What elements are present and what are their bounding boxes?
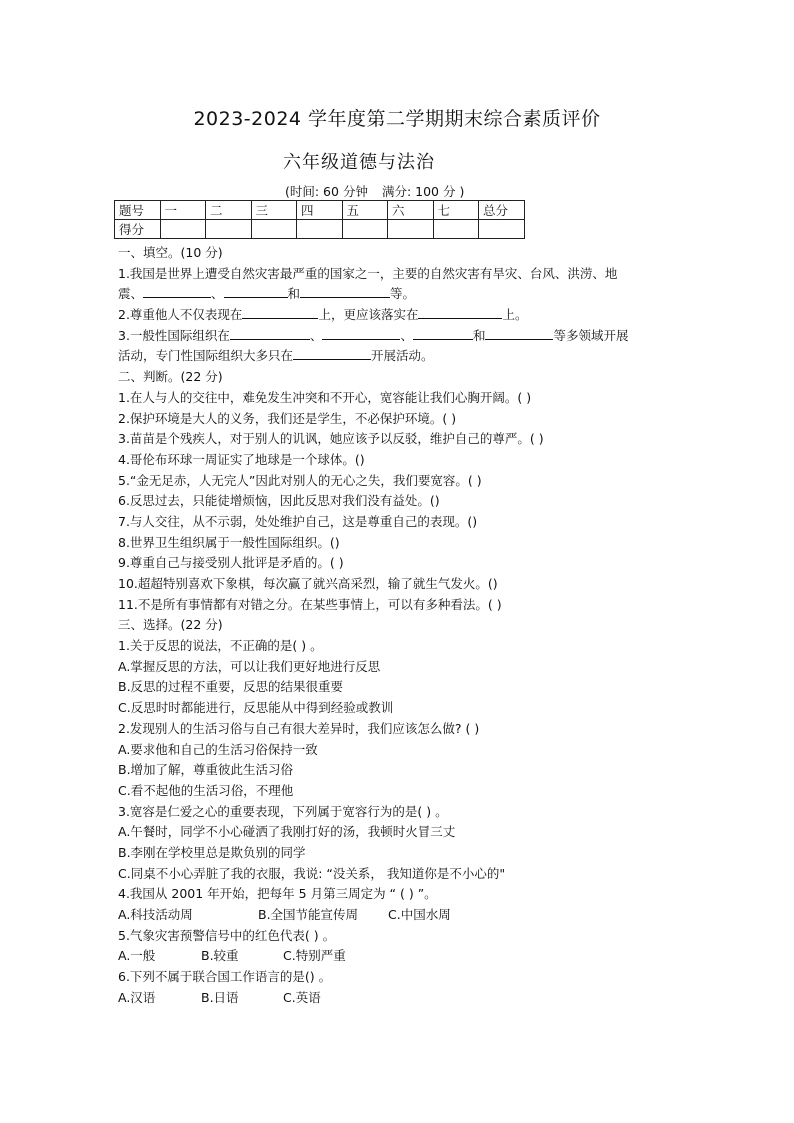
option: B.较重	[201, 948, 239, 964]
question-text: 、	[400, 327, 413, 343]
section-title: 一、填空。(10 分)	[118, 245, 223, 260]
table-cell: 一	[160, 201, 206, 220]
exam-subtitle: 六年级道德与法治	[283, 152, 435, 173]
answer-blank[interactable]	[230, 326, 310, 340]
choice-line: 3.宽容是仁爱之心的重要表现，下列属于宽容行为的是( ) 。	[118, 803, 448, 819]
section-title: 二、判断。(22 分)	[118, 369, 223, 385]
option: A.科技活动周	[118, 907, 193, 922]
option: B.日语	[201, 989, 239, 1005]
option: C.特别严重	[283, 948, 346, 964]
judge-item: 4.哥伦布环球一周证实了地球是一个球体。()	[118, 451, 365, 467]
question-text: 震、	[118, 286, 144, 302]
score-input-cell[interactable]	[342, 220, 388, 239]
score-table-header-row	[115, 201, 525, 220]
table-cell: 六	[388, 201, 434, 220]
table-cell: 七	[433, 201, 479, 220]
judge-item: 5.“金无足赤，人无完人”因此对别人的无心之失，我们要宽容。( )	[118, 472, 482, 488]
question-text: 、	[211, 286, 224, 302]
choice-line: C.同桌不小心弄脏了我的衣服，我说: “没关系， 我知道你是不小心的"	[118, 865, 506, 881]
choice-line: B.李刚在学校里总是欺负别的同学	[118, 844, 306, 860]
answer-blank[interactable]	[413, 326, 473, 340]
judge-item: 1.在人与人的交往中，难免发生冲突和不开心，宽容能让我们心胸开阔。( )	[118, 389, 532, 405]
answer-blank[interactable]	[293, 346, 371, 360]
choice-line: C.反思时时都能进行，反思能从中得到经验或教训	[118, 700, 394, 716]
time-limit: (时间: 60 分钟	[285, 184, 368, 199]
answer-blank[interactable]	[322, 326, 400, 340]
choice-line: A.午餐时，同学不小心碰洒了我刚打好的汤，我顿时火冒三丈	[118, 824, 456, 840]
table-cell: 题号	[115, 201, 161, 220]
score-table-score-row	[115, 220, 525, 239]
score-input-cell[interactable]	[251, 220, 297, 239]
question-text: 上，更应该落实在	[318, 307, 419, 323]
answer-blank[interactable]	[485, 326, 553, 340]
choice-line: A.掌握反思的方法，可以让我们更好地进行反思	[118, 658, 381, 674]
judge-item: 6.反思过去，只能徒增烦恼，因此反思对我们没有益处。()	[118, 493, 440, 509]
score-input-cell[interactable]	[160, 220, 206, 239]
option: C.英语	[283, 989, 321, 1005]
judge-item: 2.保护环境是大人的义务，我们还是学生，不必保护环境。( )	[118, 410, 457, 426]
choice-options	[118, 946, 688, 967]
answer-blank[interactable]	[143, 284, 211, 298]
choice-options	[118, 905, 688, 926]
table-cell: 五	[342, 201, 388, 220]
section-title: 三、选择。(22 分)	[118, 617, 223, 633]
question-text: 等多领域开展	[553, 327, 629, 343]
judge-item: 9.尊重自己与接受别人批评是矛盾的。( )	[118, 555, 344, 571]
question-text: 等。	[390, 286, 416, 302]
choice-line: C.看不起他的生活习俗，不理他	[118, 782, 294, 798]
table-cell: 得分	[115, 220, 161, 239]
table-cell: 总分	[479, 201, 525, 220]
choice-line: 2.发现别人的生活习俗与自己有很大差异时，我们应该怎么做? ( )	[118, 720, 480, 736]
question-line	[118, 284, 688, 305]
question-text: 和	[472, 327, 486, 343]
table-cell: 三	[251, 201, 297, 220]
judge-item: 3.苗苗是个残疾人，对于别人的讥讽，她应该予以反驳，维护自己的尊严。( )	[118, 431, 544, 447]
judge-item: 8.世界卫生组织属于一般性国际组织。()	[118, 534, 340, 550]
full-score: 满分: 100 分 )	[381, 184, 465, 199]
judge-item: 10.超超特别喜欢下象棋，每次赢了就兴高采烈，输了就生气发火。()	[118, 576, 498, 591]
judge-item: 7.与人交往，从不示弱，处处维护自己，这是尊重自己的表现。()	[118, 513, 478, 529]
question-text: 2.尊重他人不仅表现在	[118, 307, 243, 323]
answer-blank[interactable]	[418, 305, 502, 319]
exam-title: 2023-2024 学年度第二学期期末综合素质评价	[193, 108, 601, 130]
option: A.汉语	[118, 989, 156, 1005]
score-input-cell[interactable]	[479, 220, 525, 239]
choice-line: 1.关于反思的说法，不正确的是( ) 。	[118, 638, 323, 654]
option: A.一般	[118, 948, 156, 964]
question-text: 上。	[502, 307, 528, 323]
answer-blank[interactable]	[300, 284, 390, 298]
table-cell: 四	[297, 201, 343, 220]
question-line	[118, 326, 688, 347]
judge-item: 11.不是所有事情都有对错之分。在某些事情上，可以有多种看法。( )	[118, 596, 502, 612]
option: B.全国节能宣传周	[258, 907, 359, 922]
question-text: 和	[287, 286, 301, 302]
option: C.中国水周	[388, 907, 451, 922]
score-input-cell[interactable]	[388, 220, 434, 239]
question-text: 开展活动。	[371, 348, 434, 364]
choice-line: B.反思的过程不重要，反思的结果很重要	[118, 679, 344, 695]
table-cell: 二	[206, 201, 252, 220]
choice-options	[118, 988, 688, 1009]
question-line	[118, 305, 688, 326]
exam-body	[118, 243, 688, 1008]
question-text: 3.一般性国际组织在	[118, 327, 230, 343]
question-line	[118, 346, 688, 367]
answer-blank[interactable]	[242, 305, 318, 319]
score-input-cell[interactable]	[206, 220, 252, 239]
question-line: 1.我国是世界上遭受自然灾害最严重的国家之一，主要的自然灾害有旱灾、台风、洪涝、地	[118, 265, 618, 281]
score-input-cell[interactable]	[433, 220, 479, 239]
choice-line: B.增加了解，尊重彼此生活习俗	[118, 762, 294, 778]
score-table	[114, 200, 525, 239]
question-text: 、	[309, 327, 323, 343]
exam-time-info	[285, 182, 478, 200]
choice-line: 6.下列不属于联合国工作语言的是() 。	[118, 969, 332, 985]
choice-line: 4.我国从 2001 年开始，把每年 5 月第三周定为 “ ( ) ”。	[118, 886, 437, 902]
choice-line: A.要求他和自己的生活习俗保持一致	[118, 741, 318, 757]
question-text: 活动，专门性国际组织大多只在	[118, 348, 294, 364]
answer-blank[interactable]	[224, 284, 288, 298]
choice-line: 5.气象灾害预警信号中的红色代表( ) 。	[118, 927, 336, 943]
score-input-cell[interactable]	[297, 220, 343, 239]
